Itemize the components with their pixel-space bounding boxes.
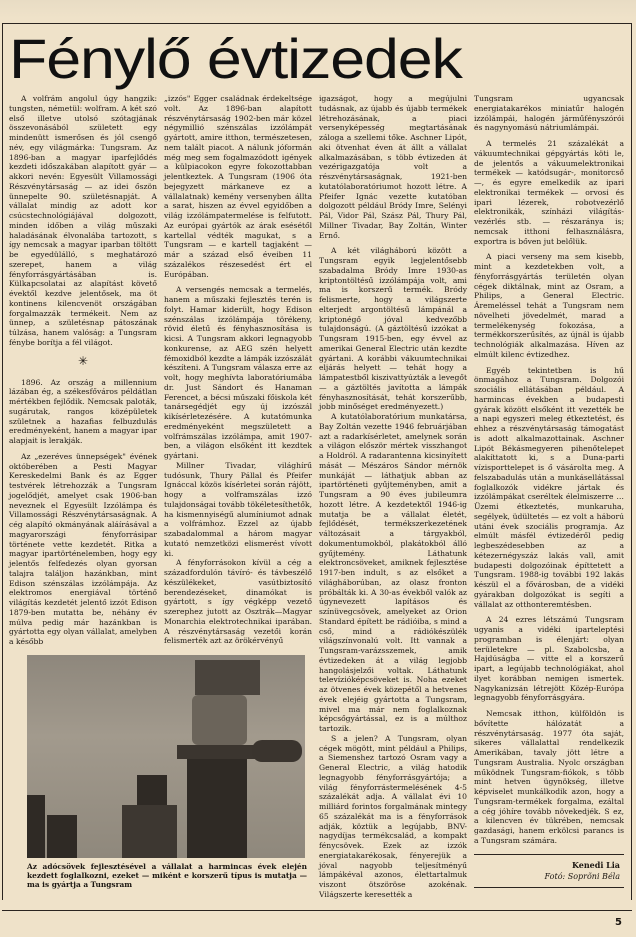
article-body [9,94,623,900]
article-title [9,24,623,94]
column-3 [319,94,467,900]
page-top-margin [0,0,636,18]
column-1 [9,94,157,647]
paragraph: A fényforrásokon kívül a cég a századfordulón távíró- és távbeszélő készülékeket, vasútbiztosító berendezéseket, dinamókat is gyártott, s így végképp vezető szerephez jutott az Osztrák—Magyar Monarchia elektrotechnikai iparában. A részvénytársaság vezetői korán felismerték azt az örökérvényű [164,558,312,646]
page-number: 5 [615,916,622,928]
photo-credit: Fotó: Soprõni Béla [544,871,620,881]
paragraph: Tungsram ugyancsak energiatakarékos miniatűr halogén izzólámpái, halogén járműfényszórói és nagynyomású nátriumlámpái. [474,94,624,133]
column-4 [474,94,624,888]
photo-transmitter-tubes [27,655,305,858]
paragraph: A versengés nemcsak a termelés, hanem a műszaki fejlesztés terén is folyt. Hamar kiderült, hogy Edison szénszálas izzólámpája törékeny, rövid életű és fényhasznosítása is kicsi. A Tungsram akkori legnagyobb konkurense, az AEG szén helyett fémoxidból kezdte a lámpák izzószálát készíteni. A Tungsram válasza erre az volt, hogy meghívta laboratóriumába dr. Just Sándort és Hanaman Ferencet, a bécsi műszaki főiskola két tanársegédjét egy új izzószál kikísérletezésére. A kutatómunka eredményeként megszületett a volfrámszálas izzólámpa, amit 1907-ben, a világon elsőként itt kezdtek gyártani. [164,285,312,460]
author: Kenedi Lia [571,859,620,870]
paragraph: Egyéb tekintetben is hű önmagához a Tungsram. Dolgozói szociális ellátásában például. A harmincas években a budapesti gyárak között elsőként itt vezették be a napi egyszeri meleg étkeztetést, és ehhez a részvénytársaság támogatást is adott alkalmazottainak. Aschner Lipót Békásmegyeren pihenőtelepet alakíttatott ki, s a Duna-parti vízisporttelepet is ő vásárolta meg. A felszabadulás után a munkásellátással foglalkozók vidékre jártak és izzólámpákat cseréltek élelmiszerre … Üzemi étkeztetés, munkaruha, segélyek, üdültetés — ez volt a háború utáni évek szociális programja. Az elmúlt másfél évtizedéről pedig legbeszédesebben az a kétezernégyszáz lakás vall, amit budapesti dolgozóinak építtetett a Tungsram. 1988-ig további 192 lakás készül el a fővárosban, de a vidéki gyárakban dolgozókat is segíti a vállalat az otthonteremtésben. [474,365,624,609]
paragraph: A termelés 21 százalékát a vákuumtechnikai gépgyártás köti le, de jelentős a vákuumelektronikai termékek — katódsugár-, monitorcső —, és egyre emelkedik az ipari elektronikai termékek — orvosi és ipari lézerek, robotvezérlő elektronikák, színházi világítás-vezérlés stb. — részaránya is; nemcsak itthoni felhasználásra, exportra is bőven jut belőlük. [474,139,624,246]
column-2 [164,94,312,646]
photo-block [9,655,312,890]
paragraph: S a jelen? A Tungsram, olyan cégek mögött, mint például a Philips, a Siemenshez tartozó Osram vagy a General Electric, a világ hatodik legnagyobb fényforrásgyártója; a világ fényforrástermelésének 4-5 százalékát adja. A vállalat évi 10 milliárd forintos forgalmának mintegy 65 százalékát ma is a fényforrások adják, köztük a legújabb, BNV-nagydíjas termékcsalád, a kompakt fénycsövek. Ezek az izzók energiatakarékosak, fényerejük a jóval nagyobb teljesítményű lámpákéval azonos, élettartalmuk viszont ötszöröse azokénak. Világszerte keresették a [319,733,467,899]
paragraph: „izzós" Egger családnak érdekeltsége volt. Az 1896-ban alapított részvénytársaság 1902-ben már közel négymillió szénszálas izzólámpát gyártott, amire itthon, természetesen, nem talált piacot. A nálunk jóformán még meg sem fogalmazódott igények a külpiacokon egyre fokozottabban jelentkeztek. A Tungsram (1906 óta bejegyzett márkaneve ez a vállalatnak) kemény versenyben állta a sarat, hiszen az évvel egyidőben a világ izzólámpatermelése is felfutott. Az európai gyártók az árak esésétől kartellal védték magukat, s a Tungsram — e kartell tagjaként — már a század első éveiben 11 százalékos részesedést ért el Európában. [164,94,312,279]
paragraph: A két világháború között a Tungsram egyik legjelentősebb szabadalma Bródy Imre 1930-as kriptontöltésű izzólámpája volt, ami ma is korszerű termék. Bródy felismerte, hogy a világszerte elterjedt argontöltésű lámpánál a kriptonégő jóval kedvezőbb tulajdonságú. (A gáztöltésű izzókat a Tungsram 1915-ben, egy évvel az amerikai General Electric után kezdte gyártani. A korábbi vákuumtechnikai eljárás helyett — tehát hogy a lámpatestből kiszivattyúzták a levegőt — a gáztöltés javította a lámpák fényhasznosítását, tehát korszerűbb, jobb minőséget eredményezett.) [319,246,467,412]
photo-caption: Az adócsövek fejlesztésével a vállalat a harmincas évek elején kezdett foglalkozni, ezeket — miként e korszerű típus is mutatja — ma is gyártja a Tungsram [27,861,307,890]
paragraph: Millner Tivadar, világhírű tudósunk, Thury Pállal és Pfeifer Ignáccal közös kísérletei során rájött, hogy a volframszálas izzó tulajdonságai tovább tökéletesíthetők, ha kismennyiségű alumíniumot adnak a volfrámhoz. Ezzel az újabb szabadalommal a három magyar kutató nemzetközi elismerést vívott ki. [164,460,312,558]
left-columns [9,94,312,890]
paragraph: igazságot, hogy a megújulni tudásnak, az újabb és újabb termékek létrehozásának, a piaci versenyképesség megtartásának záloga a szellemi tőke. Aschner Lipót, aki ötvenhat éven át állt a vállalat alkalmazásában, s több évtizeden át vezérigazgatója volt a részvénytársaságnak, 1921-ben kutatólaboratóriumot hozott létre. A Pfeifer Ignác vezette kutatóban dolgozott például Bródy Imre, Selényi Pál, Vidor Pál, Szász Pál, Thury Pál, Millner Tivadar, Bay Zoltán, Winter Ernő. [319,94,467,240]
asterisk-separator-icon: ✳ [77,353,89,368]
article-frame [2,23,632,900]
byline [474,854,624,888]
article-title-text: Fénylő évtizedek [9,27,462,90]
paragraph: Az „ezeréves ünnepségek" évének októberében a Pesti Magyar Kereskedelmi Bank és az Egger testvérek létrehozzák a Tungsram jogelődjét, amelyet csak 1906-ban neveznek el Egyesült Izzólámpa és Villamossági Részvénytársaságnak. A cég alapító okmányának aláírásával a magyarországi fényforrásipar története vette kezdetét. Ritka a magyar ipartörténelemben, hogy egy jelentős felfedezés olyan gyorsan talajra találjon hazánkban, mint Edison szénszálas izzólámpája. Az elektromos energiával történő világítás kezdetét jelentő izzót Edison 1879-ben mutatta be, néhány év múlva pedig már hazánkban is gyártotta egy olyan vállalat, amelyben a később [9,451,157,646]
paragraph: A piaci verseny ma sem kisebb, mint a kezdetekben volt, a fényforrásgyártás területén olyan cégek diktálnak, mint az Osram, a Philips, a General Electric. Áremeléssel tehát a Tungsram nem növelheti jövedelmét, marad a termelékenység fokozása, a termékkorszerűsítés, az újnál is újabb technológiák alkalmazása. Híven az elmúlt kilenc évtizedhez. [474,252,624,359]
paragraph: A volfrám angolul úgy hangzik: tungsten, németül: wolfram. A két szó első illetve utolsó szótagjának összevonásából született egy mindenütt ismerősen és jól csengő név, egy világmárka: Tungsram. Az 1896-ban a magyar iparfejlődés kezdeti időszakában alapított gyár — akkori nevén: Egyesült Villamossági Részvénytársaság — az idei őszön ünnepelte 90. születésnapját. A vállalat mindig az adott kor csúcstechnológiájával dolgozott, minden időben a világ műszaki haladásának élvonalába tartozott, s így nemcsak a magyar iparban töltött be egyedülálló, s meghatározó szerepet, hanem a világ fényforrásgyártásában is. Külkapcsolatai az alapítást követő évektől kezdve jelentősek, ma öt kontinens kilencvenöt országában forgalmazzák termékeit. Nem az ünnep, a születésnap pátoszának túlzása, hanem valóság: a Tungsram fénybe borítja a fél világot. [9,94,157,347]
paragraph: 1896. Az ország a millennium lázában ég, a székesfőváros példátlan mértékben fejlődik. Nemcsak paloták, sugárutak, rangos középületek születnek a hazafias felbuzdulás eredményeként, hanem a magyar ipar alapjait is lerakják. [9,377,157,445]
paragraph: A 24 ezres létszámú Tungsram ugyanis a vidéki iparteleptési programban is élenjárt: olyan területekre — pl. Szabolcsba, a Hajdúságba — vitte el a korszerű ipart, a legújabb technológiákat, ahol ilyet korábban nemigen ismertek. Nagykanizsán létrejött Közép-Európa legnagyobb fényforrásgyára. [474,615,624,703]
paragraph: Nemcsak itthon, külföldön is bővítette hálózatát a részvénytársaság. 1977 óta saját, sikeres vállalattal rendelkezik Amerikában, tavaly jött létre a Tungsram Australia. Nyolc országban működnek Tungsram-fiókok, s több mint hetven ügynökség, illetve képviselet munkálkodik azon, hogy a Tungsram-termékek forgalma, ezáltal a cég jóhíre tovább növekedjék. S ez, a kilencven év tükrében, nemcsak gazdasági, hanem erkölcsi parancs is a Tungsram számára. [474,709,624,845]
paragraph: A kutatólaboratórium munkatársa, Bay Zoltán vezette 1946 februárjában azt a radarkísérletet, amelynek során a világon először mértek visszhangot a Holdról. A radarantenna kicsinyített mását — Mészáros Sándor mérnök munkáját — láthatjuk abban az ipartörténeti gyűjteményben, amit a Tungsram a 90 éves jubileumra hozott létre. A kezdetektől 1946-ig mutatja be a vállalat életét, fejlődését, termékszerkezetének változásait a tárgyakból, dokumentumokból, plakátokból álló gyűjtemény. Láthatunk elektroncsöveket, amiknek fejlesztése 1917-ben indult, s az elsőket a világháborúban, az olasz fronton próbálták ki. A 30-as évekből valók az úgynevezett lapításos és színüvegcsövek, amelyeket az Orion Standard épített be rádióiba, s mind a cső, mind a rádiókészülék világszínvonalú volt. Itt vannak a Tungsram-varázsszemek, amik évtizedeken át a világ legjobb hangolásjelzői voltak. Láthatunk televízióképcsöveket is. Noha ezeket az ötvenes évek közepétől a hetvenes évek elejéig gyártotta a Tungsram, mivel ma már nem foglalkoznak képcsőgyártással, ez is a múlthoz tartozik. [319,412,467,733]
